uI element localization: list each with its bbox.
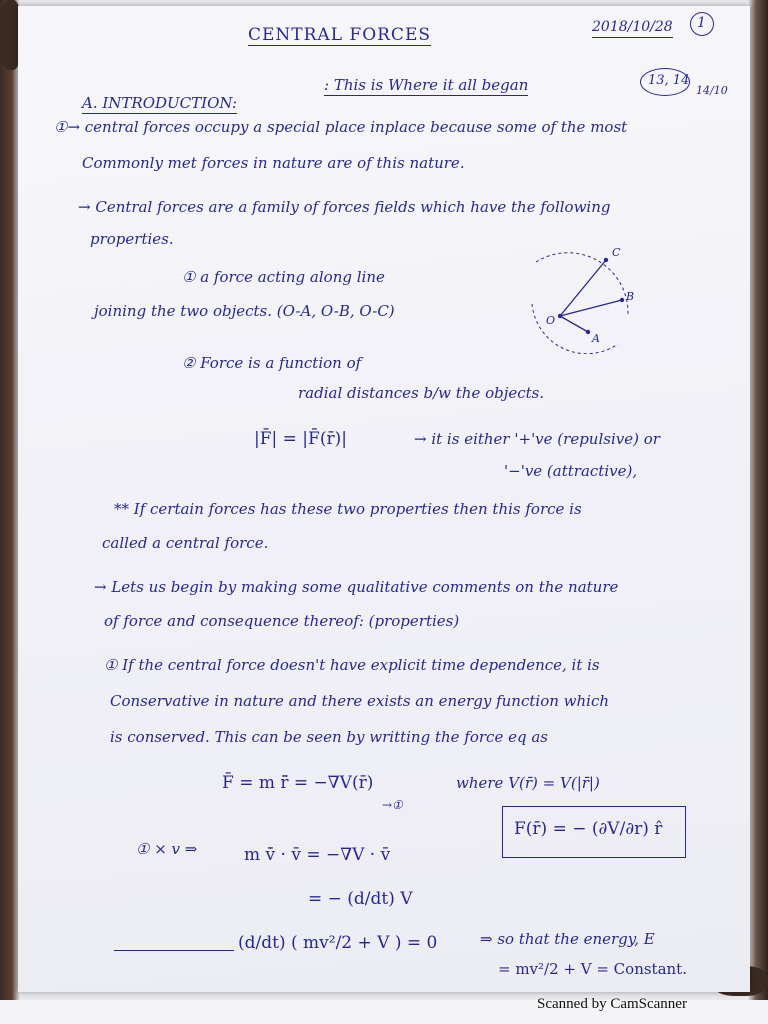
margin-line — [114, 950, 234, 951]
diagram-line-oc — [560, 260, 606, 316]
equation-energy-note: ⇒ so that the energy, E — [480, 930, 655, 948]
diagram-line-oa — [560, 316, 588, 332]
diagram-label-a: A — [592, 332, 600, 345]
pages-ref: 13, 14 — [648, 73, 690, 88]
intro-paragraph-line-1: ①→ central forces occupy a special place inplace because some of the most — [54, 118, 628, 136]
section-heading-introduction: A. INTRODUCTION: — [82, 94, 238, 112]
diagram-line-ob — [560, 300, 622, 316]
property-2-line-1: ② Force is a function of — [182, 354, 362, 372]
diagram-point-o — [558, 314, 562, 318]
pages-tag: 14/10 — [696, 84, 728, 97]
intro-paragraph-line-2: Commonly met forces in nature are of this nature. — [82, 154, 465, 172]
diagram-dashed-arc — [536, 253, 628, 314]
central-force-diagram — [518, 244, 638, 354]
intro-paragraph2-line-1: → Central forces are a family of forces fields which have the following — [78, 198, 611, 216]
intro-paragraph2-line-2: properties. — [90, 230, 174, 248]
comment-1-line-2: Conservative in nature and there exists an energy function which — [110, 692, 610, 710]
qualitative-line-2: of force and consequence thereof: (properties) — [104, 612, 460, 630]
diagram-label-o: O — [546, 314, 556, 327]
page-title: CENTRAL FORCES — [248, 25, 431, 45]
equation-time-derivative: = − (d/dt) V — [308, 889, 413, 909]
diagram-point-b — [620, 298, 624, 302]
diagram-label-c: C — [612, 246, 621, 259]
diagram-point-c — [604, 258, 608, 262]
comment-1-line-1: ① If the central force doesn't have explicit time dependence, it is — [104, 656, 600, 674]
equation-energy-derivative: (d/dt) ( mv²/2 + V ) = 0 — [238, 933, 438, 953]
equation-newton-ref: →① — [382, 798, 403, 812]
page-date: 2018/10/28 — [592, 18, 673, 38]
equation-force-note-line-2: '−'ve (attractive), — [504, 462, 638, 480]
equation-force-magnitude: |F̄| = |F̄(r̄)| — [254, 429, 347, 449]
property-1-line-1: ① a force acting along line — [182, 268, 385, 286]
equation-dot-product: m v̄̇ · v̄ = −∇V · v̄ — [244, 845, 391, 865]
subtitle: : This is Where it all began — [324, 76, 529, 94]
equation-newton-where: where V(r̄) = V(|r̄|) — [456, 774, 600, 792]
qualitative-line-1: → Lets us begin by making some qualitative comments on the nature — [94, 578, 619, 596]
scanner-watermark: Scanned by CamScanner — [537, 996, 687, 1012]
comment-1-line-3: is conserved. This can be seen by writting the force eq as — [110, 728, 548, 746]
boxed-equation: F(r̄) = − (∂V/∂r) r̂ — [514, 819, 663, 839]
notebook-page — [18, 6, 750, 992]
page-number: 1 — [697, 15, 706, 31]
diagram-label-b: B — [626, 290, 635, 303]
definition-line-2: called a central force. — [102, 534, 269, 552]
equation-energy-constant: = mv²/2 + V = Constant. — [498, 960, 687, 978]
equation-newton: F̄ = m r̄̈ = −∇V(r̄) — [222, 773, 374, 793]
equation-dot-product-lhs: ① × v ⇒ — [136, 840, 198, 858]
property-2-line-2: radial distances b/w the objects. — [298, 384, 545, 402]
diagram-point-a — [586, 330, 590, 334]
property-1-line-2: joining the two objects. (O-A, O-B, O-C) — [94, 302, 395, 320]
definition-line-1: ** If certain forces has these two properties then this force is — [114, 500, 582, 518]
equation-force-note-line-1: → it is either '+'ve (repulsive) or — [414, 430, 660, 448]
